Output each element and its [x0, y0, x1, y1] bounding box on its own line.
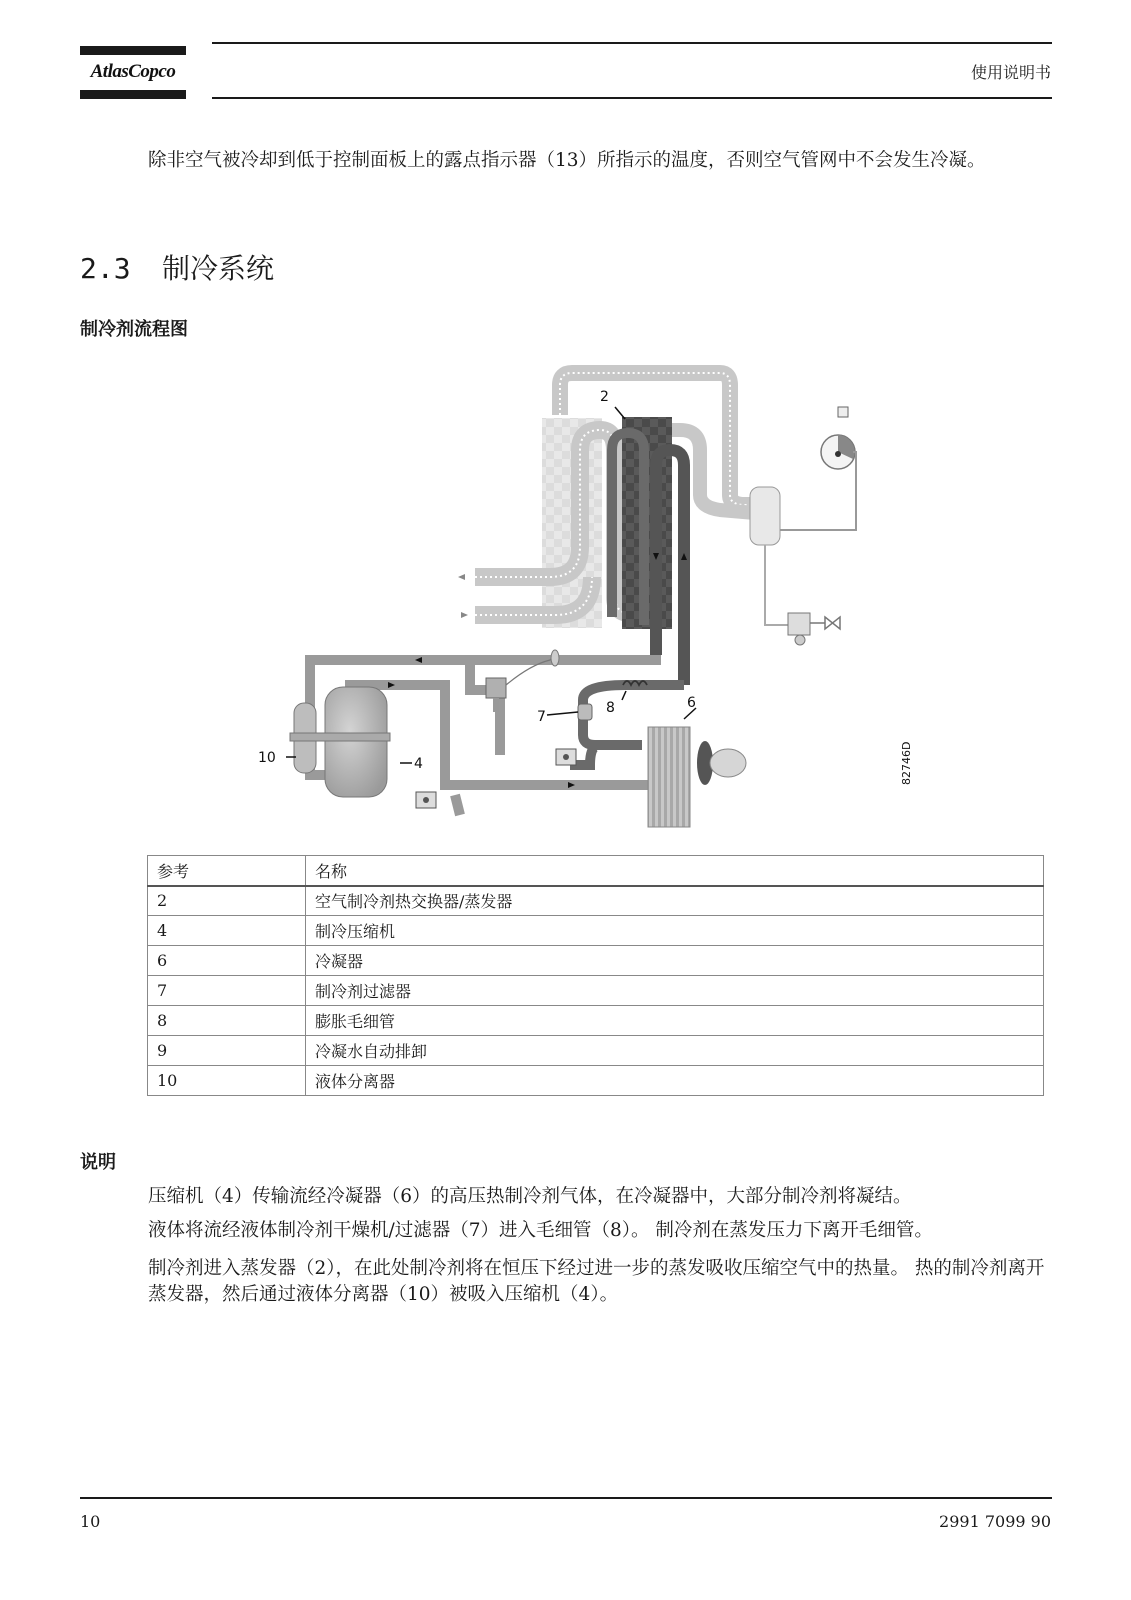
table-header-row — [148, 856, 1044, 886]
description-paragraph-1: 压缩机（4）传输流经冷凝器（6）的高压热制冷剂气体，在冷凝器中，大部分制冷剂将凝结。 — [148, 1186, 912, 1207]
row-ref: 10 — [148, 1066, 306, 1096]
row-ref: 4 — [148, 916, 306, 946]
callout-2: 2 — [600, 389, 609, 405]
air-out-arrow — [458, 574, 465, 580]
row-name: 空气制冷剂热交换器/蒸发器 — [306, 886, 1044, 916]
row-ref: 8 — [148, 1006, 306, 1036]
column-header-ref: 参考 — [148, 856, 306, 886]
description-paragraph-2: 液体将流经液体制冷剂干燥机/过滤器（7）进入毛细管（8）。 制冷剂在蒸发压力下离开毛细管。 — [148, 1220, 933, 1241]
footer-rule — [80, 1497, 1052, 1499]
row-name: 冷凝水自动排卸 — [306, 1036, 1044, 1066]
logo-text: AtlasCopco — [90, 61, 176, 82]
callout-7: 7 — [537, 709, 546, 725]
separator-bracket — [290, 733, 390, 741]
row-name: 制冷压缩机 — [306, 916, 1044, 946]
table-row — [148, 916, 1044, 946]
section-heading — [80, 247, 274, 287]
header-title: 使用说明书 — [970, 63, 1051, 82]
diagram-heading: 制冷剂流程图 — [80, 319, 188, 340]
condenser — [648, 727, 690, 827]
row-ref: 2 — [148, 886, 306, 916]
description-paragraph-3: 制冷剂进入蒸发器（2），在此处制冷剂将在恒压下经过进一步的蒸发吸收压缩空气中的热量。 热的制冷剂离开蒸发器，然后通过液体分离器（10）被吸入压缩机（4）。 — [148, 1258, 1045, 1305]
dewpoint-indicator — [775, 407, 856, 530]
table-row — [148, 946, 1044, 976]
water-separator — [750, 487, 790, 625]
refrigerant-flow-diagram — [250, 355, 950, 835]
brand-logo — [80, 46, 186, 100]
table-row — [148, 1066, 1044, 1096]
condenser-fan — [697, 741, 746, 785]
table-row — [148, 976, 1044, 1006]
column-header-name: 名称 — [306, 856, 1044, 886]
section-number: 2.3 — [80, 252, 131, 285]
header-rule-top — [212, 42, 1052, 44]
document-number: 2991 7099 90 — [939, 1512, 1051, 1531]
air-in-arrow — [461, 612, 468, 618]
section-title: 制冷系统 — [162, 252, 275, 285]
row-name: 液体分离器 — [306, 1066, 1044, 1096]
table-row — [148, 886, 1044, 916]
callout-10: 10 — [258, 750, 276, 766]
figure-id: 82746D — [900, 741, 913, 785]
callout-8: 8 — [606, 700, 615, 716]
row-name: 膨胀毛细管 — [306, 1006, 1044, 1036]
filter-drier — [578, 704, 592, 720]
row-ref: 6 — [148, 946, 306, 976]
header-rule-bottom — [212, 97, 1052, 99]
table-row — [148, 1036, 1044, 1066]
table-row — [148, 1006, 1044, 1036]
row-name: 冷凝器 — [306, 946, 1044, 976]
description-heading: 说明 — [80, 1152, 116, 1173]
callout-6: 6 — [687, 695, 696, 711]
callout-4: 4 — [414, 756, 423, 772]
intro-paragraph: 除非空气被冷却到低于控制面板上的露点指示器（13）所指示的温度，否则空气管网中不会发生冷凝。 — [148, 150, 986, 171]
auto-drain — [788, 613, 840, 645]
row-ref: 7 — [148, 976, 306, 1006]
row-ref: 9 — [148, 1036, 306, 1066]
row-name: 制冷剂过滤器 — [306, 976, 1044, 1006]
page-number: 10 — [80, 1512, 101, 1531]
compressor — [325, 687, 387, 797]
reference-table — [147, 855, 1044, 1096]
